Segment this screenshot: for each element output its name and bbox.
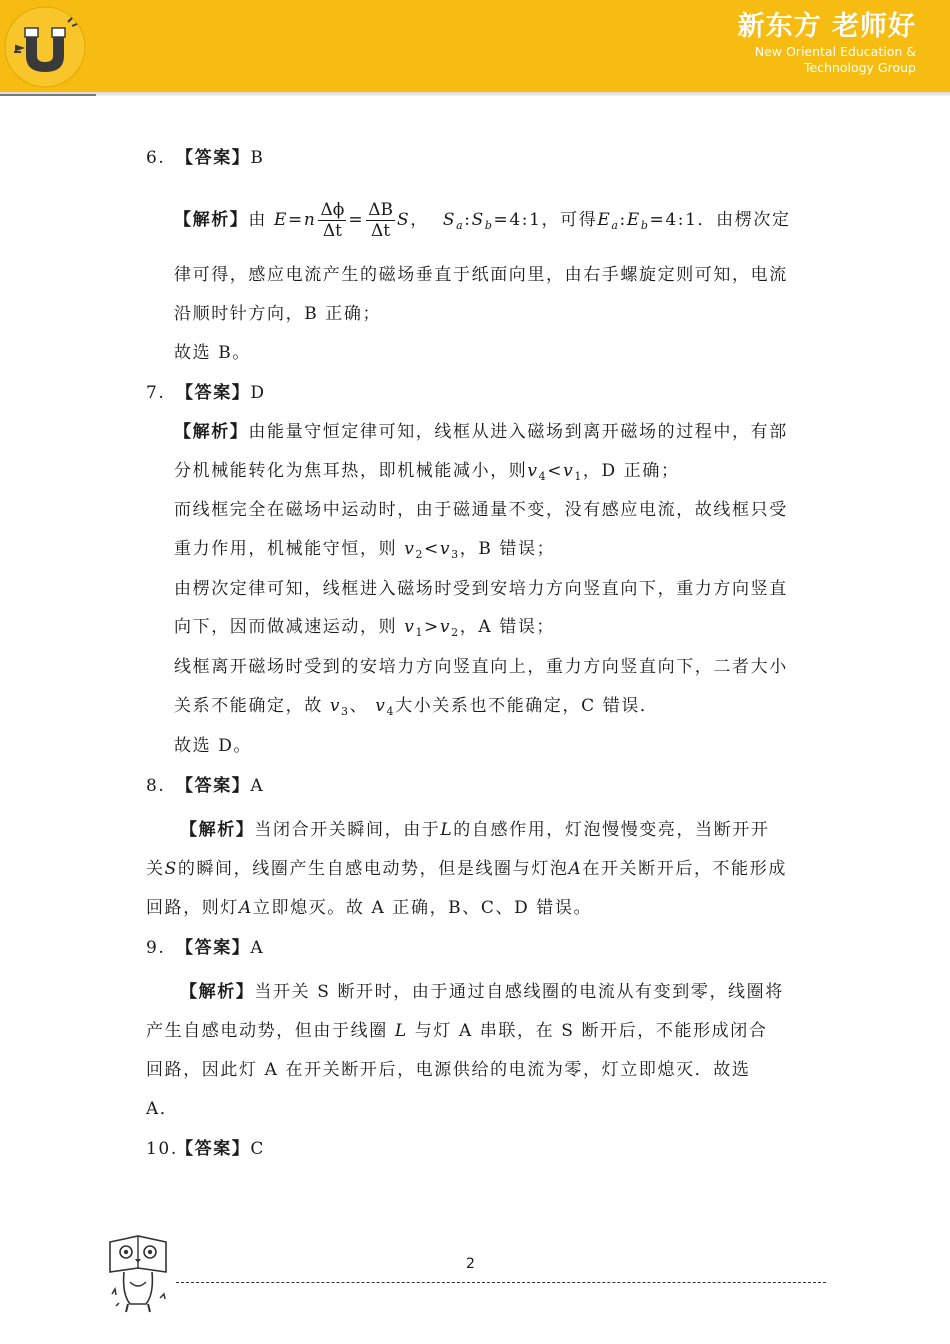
brand-name-en-line1: New Oriental Education &	[754, 44, 916, 59]
answer-9-line: 产生自感电动势，但由于线圈 L 与灯 A 串联，在 S 断开后，不能形成闭合	[146, 1021, 768, 1041]
answer-8-line: 【解析】当闭合开关瞬间，由于L的自感作用，灯泡慢慢变亮，当断开开	[180, 820, 770, 840]
answer-7-line: 重力作用，机械能守恒，则 $v_2<v_3$，B 错误；	[174, 539, 556, 561]
brand-name-cn: 新东方 老师好	[737, 11, 916, 42]
answer-9-line: A．	[146, 1099, 179, 1119]
answer-9-line: 【解析】当开关 S 断开时，由于通过自感线圈的电流从有变到零，线圈将	[180, 982, 784, 1002]
answer-6-line: 故选 B。	[174, 343, 251, 363]
fraction-db-dt: $\frac{\Delta B}{\Delta t}$	[368, 200, 393, 241]
answer-7-heading: 7. 【答案】D	[146, 383, 266, 403]
answer-7-line: 线框离开磁场时受到的安培力方向竖直向上，重力方向竖直向下，二者大小	[174, 657, 788, 677]
answer-8-line: 回路，则灯A立即熄灭。故 A 正确，B、C、D 错误。	[146, 898, 593, 918]
answer-10-heading: 10.【答案】C	[146, 1139, 266, 1159]
answer-7-line: 【解析】由能量守恒定律可知，线框从进入磁场到离开磁场的过程中，有部	[174, 422, 788, 442]
answer-6-line: 律可得，感应电流产生的磁场垂直于纸面向里，由右手螺旋定则可知，电流	[174, 265, 788, 285]
owl-book-mascot-icon	[104, 1232, 172, 1316]
answer-6-line: 沿顺时针方向，B 正确；	[174, 304, 382, 324]
answer-7-line: 关系不能确定，故 $v_3$、 $v_4$大小关系也不能确定，C 错误．	[174, 696, 659, 718]
brand-name-en-line2: Technology Group	[803, 60, 916, 75]
answer-7-line: 向下，因而做减速运动，则 $v_1>v_2$，A 错误；	[174, 617, 556, 639]
answer-6-formula: 【解析】由 E=n $\frac{\Delta\phi}{\Delta t}$ = $\frac{\Delta B}{\Delta t}$ S， $S_a:S_b=4:1$，可得$E_a:E_b=4:1$．由楞次定	[174, 200, 791, 241]
answer-9-line: 回路，因此灯 A 在开关断开后，电源供给的电流为零，灯立即熄灭．故选	[146, 1060, 751, 1080]
page-number: 2	[466, 1256, 475, 1272]
answer-7-line: 故选 D。	[174, 736, 253, 756]
answer-8-line: 关S的瞬间，线圈产生自感电动势，但是线圈与灯泡A在开关断开后，不能形成	[146, 859, 787, 879]
footer-dashed-divider	[176, 1282, 826, 1283]
answer-7-line: 由楞次定律可知，线框进入磁场时受到安培力方向竖直向下，重力方向竖直	[174, 579, 788, 599]
answer-6-heading: 6. 【答案】B	[146, 148, 265, 168]
answer-7-line: 而线框完全在磁场中运动时，由于磁通量不变，没有感应电流，故线框只受	[174, 500, 788, 520]
answer-9-heading: 9. 【答案】A	[146, 938, 265, 958]
answer-7-line: 分机械能转化为焦耳热，即机械能减小，则$v_4<v_1$，D 正确；	[174, 461, 680, 483]
fraction-dphi-dt: $\frac{\Delta\phi}{\Delta t}$	[320, 200, 345, 241]
answer-8-heading: 8. 【答案】A	[146, 776, 265, 796]
